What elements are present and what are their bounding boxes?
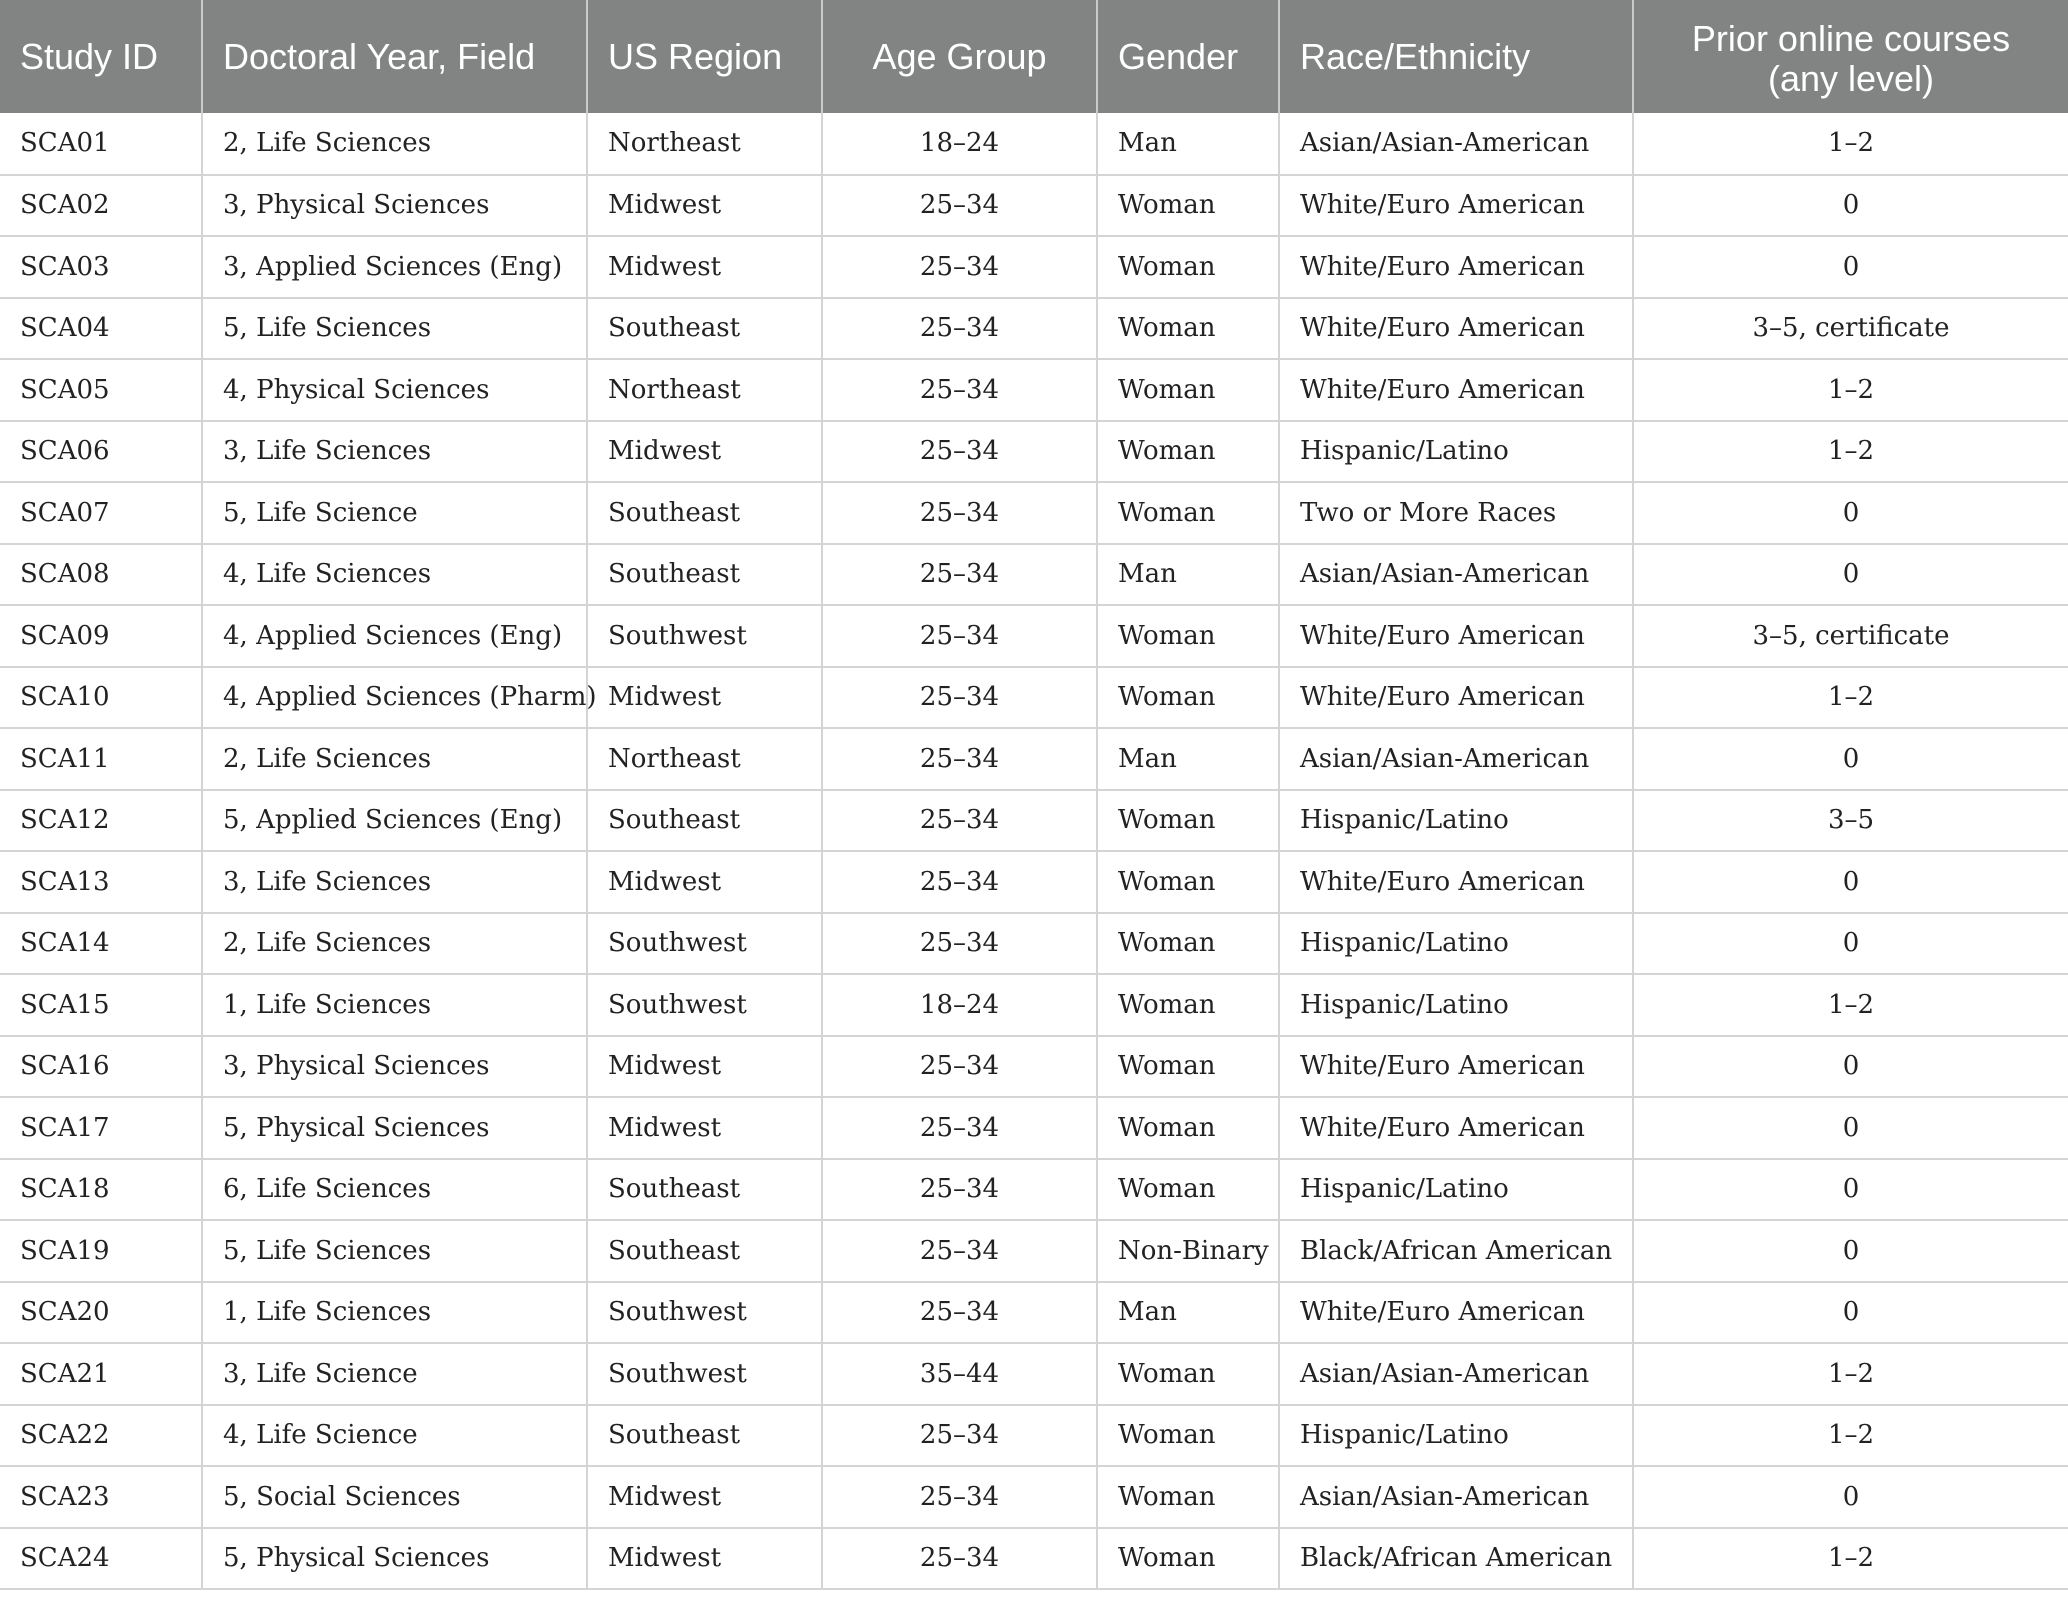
cell-study-id: SCA17 bbox=[0, 1097, 202, 1159]
cell-doctoral-year-field: 3, Life Sciences bbox=[202, 421, 587, 483]
table-row bbox=[0, 1036, 2068, 1098]
cell-prior-online-courses: 0 bbox=[1633, 851, 2068, 913]
cell-us-region: Midwest bbox=[587, 1466, 822, 1528]
table-row bbox=[0, 728, 2068, 790]
cell-doctoral-year-field: 5, Life Science bbox=[202, 482, 587, 544]
cell-us-region: Midwest bbox=[587, 851, 822, 913]
cell-race-ethnicity: Two or More Races bbox=[1279, 482, 1633, 544]
cell-us-region: Southeast bbox=[587, 790, 822, 852]
cell-doctoral-year-field: 2, Life Sciences bbox=[202, 113, 587, 175]
cell-gender: Woman bbox=[1097, 605, 1279, 667]
cell-us-region: Southwest bbox=[587, 974, 822, 1036]
cell-us-region: Southeast bbox=[587, 1159, 822, 1221]
cell-doctoral-year-field: 4, Applied Sciences (Eng) bbox=[202, 605, 587, 667]
cell-gender: Woman bbox=[1097, 790, 1279, 852]
cell-doctoral-year-field: 5, Physical Sciences bbox=[202, 1528, 587, 1590]
cell-prior-online-courses: 0 bbox=[1633, 1036, 2068, 1098]
cell-prior-online-courses: 0 bbox=[1633, 728, 2068, 790]
cell-gender: Woman bbox=[1097, 1036, 1279, 1098]
cell-prior-online-courses: 0 bbox=[1633, 1220, 2068, 1282]
cell-us-region: Southeast bbox=[587, 544, 822, 606]
header-us-region: US Region bbox=[587, 0, 822, 113]
cell-race-ethnicity: White/Euro American bbox=[1279, 667, 1633, 729]
cell-prior-online-courses: 1–2 bbox=[1633, 1343, 2068, 1405]
cell-doctoral-year-field: 1, Life Sciences bbox=[202, 1282, 587, 1344]
cell-doctoral-year-field: 5, Life Sciences bbox=[202, 1220, 587, 1282]
cell-age-group: 25–34 bbox=[822, 851, 1097, 913]
header-gender: Gender bbox=[1097, 0, 1279, 113]
cell-us-region: Southeast bbox=[587, 298, 822, 360]
cell-us-region: Midwest bbox=[587, 1097, 822, 1159]
cell-prior-online-courses: 1–2 bbox=[1633, 359, 2068, 421]
cell-gender: Woman bbox=[1097, 1097, 1279, 1159]
cell-study-id: SCA02 bbox=[0, 175, 202, 237]
table-row bbox=[0, 605, 2068, 667]
cell-age-group: 25–34 bbox=[822, 359, 1097, 421]
header-study-id: Study ID bbox=[0, 0, 202, 113]
header-prior-online-line1: Prior online courses bbox=[1691, 18, 2011, 59]
cell-study-id: SCA21 bbox=[0, 1343, 202, 1405]
cell-doctoral-year-field: 2, Life Sciences bbox=[202, 913, 587, 975]
cell-gender: Woman bbox=[1097, 1405, 1279, 1467]
cell-age-group: 25–34 bbox=[822, 1036, 1097, 1098]
cell-us-region: Midwest bbox=[587, 1036, 822, 1098]
cell-age-group: 35–44 bbox=[822, 1343, 1097, 1405]
cell-study-id: SCA01 bbox=[0, 113, 202, 175]
cell-study-id: SCA15 bbox=[0, 974, 202, 1036]
cell-race-ethnicity: White/Euro American bbox=[1279, 851, 1633, 913]
cell-us-region: Northeast bbox=[587, 113, 822, 175]
cell-prior-online-courses: 3–5, certificate bbox=[1633, 298, 2068, 360]
cell-age-group: 25–34 bbox=[822, 1220, 1097, 1282]
cell-race-ethnicity: Hispanic/Latino bbox=[1279, 1405, 1633, 1467]
cell-study-id: SCA23 bbox=[0, 1466, 202, 1528]
cell-study-id: SCA16 bbox=[0, 1036, 202, 1098]
header-prior-online-courses bbox=[1633, 0, 2068, 113]
cell-age-group: 25–34 bbox=[822, 236, 1097, 298]
cell-us-region: Southwest bbox=[587, 1343, 822, 1405]
cell-prior-online-courses: 0 bbox=[1633, 1159, 2068, 1221]
cell-race-ethnicity: Black/African American bbox=[1279, 1220, 1633, 1282]
table-row bbox=[0, 974, 2068, 1036]
cell-us-region: Southwest bbox=[587, 1282, 822, 1344]
cell-us-region: Midwest bbox=[587, 175, 822, 237]
cell-race-ethnicity: Black/African American bbox=[1279, 1528, 1633, 1590]
cell-gender: Woman bbox=[1097, 913, 1279, 975]
cell-us-region: Southeast bbox=[587, 482, 822, 544]
cell-race-ethnicity: Hispanic/Latino bbox=[1279, 421, 1633, 483]
cell-prior-online-courses: 0 bbox=[1633, 1097, 2068, 1159]
cell-study-id: SCA09 bbox=[0, 605, 202, 667]
table-row bbox=[0, 1097, 2068, 1159]
cell-study-id: SCA03 bbox=[0, 236, 202, 298]
cell-age-group: 25–34 bbox=[822, 1159, 1097, 1221]
table-row bbox=[0, 113, 2068, 175]
cell-age-group: 25–34 bbox=[822, 1282, 1097, 1344]
cell-gender: Woman bbox=[1097, 482, 1279, 544]
table-row bbox=[0, 482, 2068, 544]
cell-doctoral-year-field: 2, Life Sciences bbox=[202, 728, 587, 790]
cell-study-id: SCA08 bbox=[0, 544, 202, 606]
header-row bbox=[0, 0, 2068, 113]
table-row bbox=[0, 1405, 2068, 1467]
cell-study-id: SCA13 bbox=[0, 851, 202, 913]
cell-prior-online-courses: 0 bbox=[1633, 544, 2068, 606]
cell-us-region: Southwest bbox=[587, 913, 822, 975]
cell-gender: Non-Binary bbox=[1097, 1220, 1279, 1282]
cell-gender: Woman bbox=[1097, 1343, 1279, 1405]
cell-doctoral-year-field: 3, Life Science bbox=[202, 1343, 587, 1405]
cell-prior-online-courses: 1–2 bbox=[1633, 667, 2068, 729]
cell-gender: Woman bbox=[1097, 298, 1279, 360]
cell-gender: Woman bbox=[1097, 851, 1279, 913]
cell-race-ethnicity: Asian/Asian-American bbox=[1279, 1343, 1633, 1405]
cell-race-ethnicity: White/Euro American bbox=[1279, 175, 1633, 237]
cell-study-id: SCA11 bbox=[0, 728, 202, 790]
table-row bbox=[0, 1343, 2068, 1405]
cell-prior-online-courses: 1–2 bbox=[1633, 1528, 2068, 1590]
cell-us-region: Northeast bbox=[587, 728, 822, 790]
cell-race-ethnicity: Asian/Asian-American bbox=[1279, 1466, 1633, 1528]
cell-us-region: Midwest bbox=[587, 236, 822, 298]
cell-doctoral-year-field: 3, Physical Sciences bbox=[202, 175, 587, 237]
cell-doctoral-year-field: 5, Physical Sciences bbox=[202, 1097, 587, 1159]
table-row bbox=[0, 236, 2068, 298]
cell-age-group: 25–34 bbox=[822, 913, 1097, 975]
table-row bbox=[0, 790, 2068, 852]
cell-age-group: 25–34 bbox=[822, 790, 1097, 852]
header-doctoral-year-field: Doctoral Year, Field bbox=[202, 0, 587, 113]
cell-prior-online-courses: 0 bbox=[1633, 1282, 2068, 1344]
cell-age-group: 25–34 bbox=[822, 482, 1097, 544]
cell-us-region: Midwest bbox=[587, 421, 822, 483]
cell-study-id: SCA12 bbox=[0, 790, 202, 852]
cell-age-group: 18–24 bbox=[822, 974, 1097, 1036]
table-row bbox=[0, 175, 2068, 237]
cell-prior-online-courses: 1–2 bbox=[1633, 421, 2068, 483]
cell-gender: Woman bbox=[1097, 974, 1279, 1036]
cell-doctoral-year-field: 3, Physical Sciences bbox=[202, 1036, 587, 1098]
table-row bbox=[0, 359, 2068, 421]
cell-doctoral-year-field: 3, Applied Sciences (Eng) bbox=[202, 236, 587, 298]
table-row bbox=[0, 544, 2068, 606]
cell-race-ethnicity: White/Euro American bbox=[1279, 605, 1633, 667]
cell-study-id: SCA10 bbox=[0, 667, 202, 729]
cell-age-group: 25–34 bbox=[822, 298, 1097, 360]
table-row bbox=[0, 1282, 2068, 1344]
header-prior-online-line2: (any level) bbox=[1767, 58, 1935, 99]
cell-prior-online-courses: 0 bbox=[1633, 175, 2068, 237]
cell-us-region: Southeast bbox=[587, 1405, 822, 1467]
cell-age-group: 25–34 bbox=[822, 605, 1097, 667]
cell-doctoral-year-field: 4, Applied Sciences (Pharm) bbox=[202, 667, 587, 729]
cell-race-ethnicity: Asian/Asian-American bbox=[1279, 544, 1633, 606]
cell-gender: Woman bbox=[1097, 1528, 1279, 1590]
cell-doctoral-year-field: 4, Life Sciences bbox=[202, 544, 587, 606]
cell-study-id: SCA04 bbox=[0, 298, 202, 360]
cell-gender: Woman bbox=[1097, 175, 1279, 237]
cell-doctoral-year-field: 4, Life Science bbox=[202, 1405, 587, 1467]
cell-doctoral-year-field: 6, Life Sciences bbox=[202, 1159, 587, 1221]
cell-study-id: SCA05 bbox=[0, 359, 202, 421]
table-row bbox=[0, 421, 2068, 483]
cell-doctoral-year-field: 5, Life Sciences bbox=[202, 298, 587, 360]
cell-age-group: 18–24 bbox=[822, 113, 1097, 175]
table-body bbox=[0, 113, 2068, 1589]
cell-gender: Man bbox=[1097, 544, 1279, 606]
table-row bbox=[0, 298, 2068, 360]
cell-doctoral-year-field: 1, Life Sciences bbox=[202, 974, 587, 1036]
cell-gender: Man bbox=[1097, 1282, 1279, 1344]
cell-study-id: SCA24 bbox=[0, 1528, 202, 1590]
cell-prior-online-courses: 1–2 bbox=[1633, 974, 2068, 1036]
cell-prior-online-courses: 0 bbox=[1633, 913, 2068, 975]
table-row bbox=[0, 667, 2068, 729]
cell-prior-online-courses: 0 bbox=[1633, 236, 2068, 298]
table-header bbox=[0, 0, 2068, 113]
cell-gender: Woman bbox=[1097, 359, 1279, 421]
cell-race-ethnicity: White/Euro American bbox=[1279, 1097, 1633, 1159]
cell-race-ethnicity: White/Euro American bbox=[1279, 359, 1633, 421]
cell-race-ethnicity: Asian/Asian-American bbox=[1279, 113, 1633, 175]
cell-race-ethnicity: Asian/Asian-American bbox=[1279, 728, 1633, 790]
cell-doctoral-year-field: 4, Physical Sciences bbox=[202, 359, 587, 421]
cell-race-ethnicity: White/Euro American bbox=[1279, 1036, 1633, 1098]
cell-study-id: SCA07 bbox=[0, 482, 202, 544]
cell-race-ethnicity: Hispanic/Latino bbox=[1279, 974, 1633, 1036]
cell-age-group: 25–34 bbox=[822, 175, 1097, 237]
cell-study-id: SCA06 bbox=[0, 421, 202, 483]
cell-doctoral-year-field: 5, Social Sciences bbox=[202, 1466, 587, 1528]
cell-study-id: SCA20 bbox=[0, 1282, 202, 1344]
cell-prior-online-courses: 0 bbox=[1633, 482, 2068, 544]
table-row bbox=[0, 1466, 2068, 1528]
cell-prior-online-courses: 3–5, certificate bbox=[1633, 605, 2068, 667]
cell-race-ethnicity: Hispanic/Latino bbox=[1279, 790, 1633, 852]
cell-study-id: SCA22 bbox=[0, 1405, 202, 1467]
header-race-ethnicity: Race/Ethnicity bbox=[1279, 0, 1633, 113]
cell-prior-online-courses: 0 bbox=[1633, 1466, 2068, 1528]
cell-study-id: SCA18 bbox=[0, 1159, 202, 1221]
table-row bbox=[0, 913, 2068, 975]
cell-us-region: Northeast bbox=[587, 359, 822, 421]
cell-age-group: 25–34 bbox=[822, 1097, 1097, 1159]
cell-doctoral-year-field: 5, Applied Sciences (Eng) bbox=[202, 790, 587, 852]
cell-gender: Woman bbox=[1097, 236, 1279, 298]
cell-prior-online-courses: 1–2 bbox=[1633, 113, 2068, 175]
cell-gender: Man bbox=[1097, 113, 1279, 175]
table-row bbox=[0, 1159, 2068, 1221]
table-row bbox=[0, 851, 2068, 913]
cell-study-id: SCA19 bbox=[0, 1220, 202, 1282]
cell-race-ethnicity: Hispanic/Latino bbox=[1279, 913, 1633, 975]
cell-doctoral-year-field: 3, Life Sciences bbox=[202, 851, 587, 913]
cell-age-group: 25–34 bbox=[822, 1466, 1097, 1528]
cell-gender: Woman bbox=[1097, 667, 1279, 729]
cell-race-ethnicity: White/Euro American bbox=[1279, 1282, 1633, 1344]
table-row bbox=[0, 1528, 2068, 1590]
table-row bbox=[0, 1220, 2068, 1282]
cell-age-group: 25–34 bbox=[822, 728, 1097, 790]
cell-age-group: 25–34 bbox=[822, 544, 1097, 606]
cell-gender: Woman bbox=[1097, 1466, 1279, 1528]
cell-age-group: 25–34 bbox=[822, 667, 1097, 729]
cell-age-group: 25–34 bbox=[822, 1405, 1097, 1467]
cell-race-ethnicity: White/Euro American bbox=[1279, 298, 1633, 360]
cell-us-region: Midwest bbox=[587, 1528, 822, 1590]
cell-gender: Woman bbox=[1097, 1159, 1279, 1221]
cell-race-ethnicity: Hispanic/Latino bbox=[1279, 1159, 1633, 1221]
cell-age-group: 25–34 bbox=[822, 1528, 1097, 1590]
cell-study-id: SCA14 bbox=[0, 913, 202, 975]
cell-prior-online-courses: 1–2 bbox=[1633, 1405, 2068, 1467]
cell-gender: Woman bbox=[1097, 421, 1279, 483]
cell-race-ethnicity: White/Euro American bbox=[1279, 236, 1633, 298]
header-age-group: Age Group bbox=[822, 0, 1097, 113]
cell-us-region: Southwest bbox=[587, 605, 822, 667]
cell-age-group: 25–34 bbox=[822, 421, 1097, 483]
cell-gender: Man bbox=[1097, 728, 1279, 790]
cell-prior-online-courses: 3–5 bbox=[1633, 790, 2068, 852]
cell-us-region: Southeast bbox=[587, 1220, 822, 1282]
cell-us-region: Midwest bbox=[587, 667, 822, 729]
